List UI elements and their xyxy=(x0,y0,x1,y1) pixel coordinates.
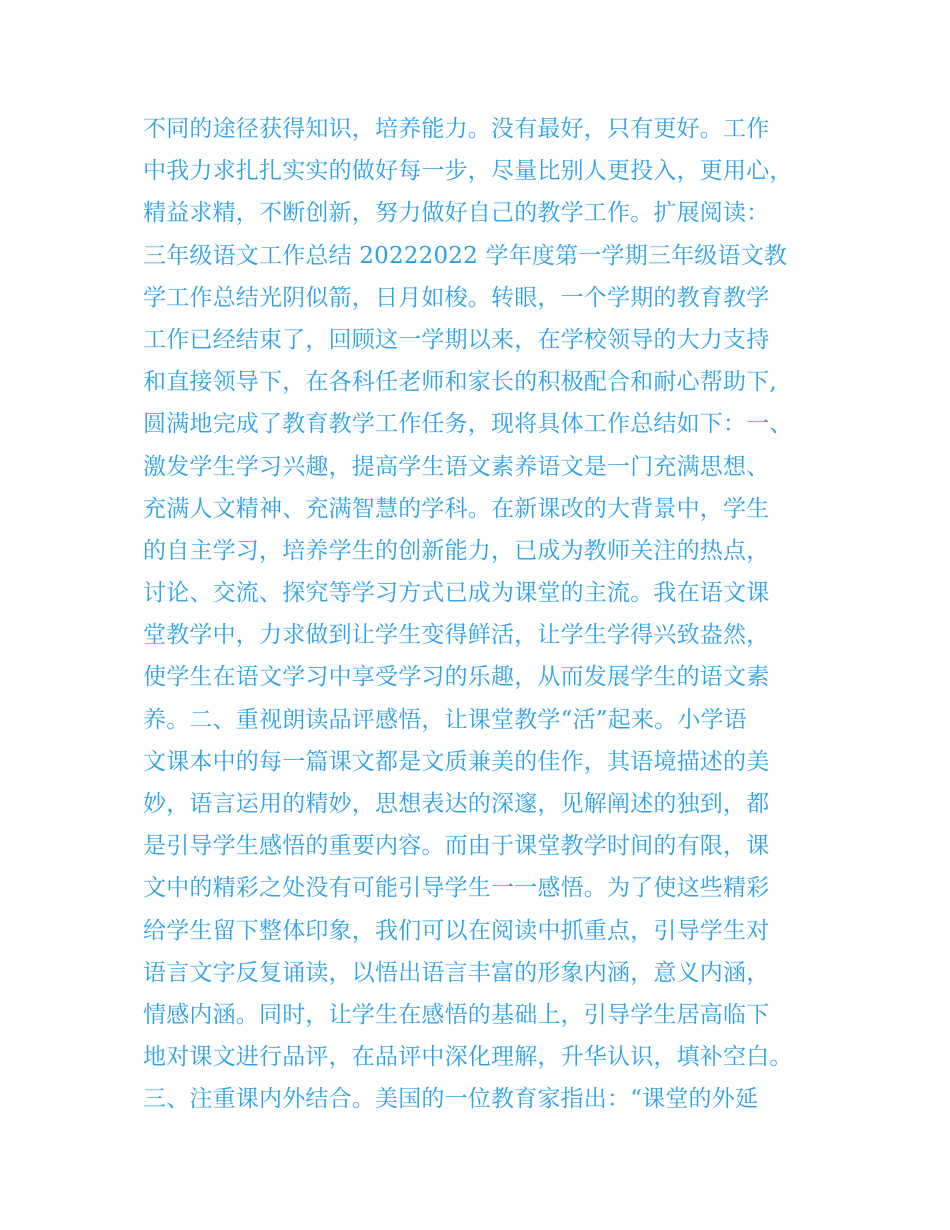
text-line: 堂教学中，力求做到让学生变得鲜活，让学生学得兴致盎然， xyxy=(143,622,770,649)
text-line: 精益求精，不断创新，努力做好自己的教学工作。扩展阅读： xyxy=(143,200,770,227)
text-line: 的自主学习，培养学生的创新能力，已成为教师关注的热点， xyxy=(143,537,770,564)
text-line: 养。二、重视朗读品评感悟，让课堂教学“活”起来。小学语 xyxy=(143,706,747,733)
text-line: 三、注重课内外结合。美国的一位教育家指出：“课堂的外延 xyxy=(143,1086,759,1113)
text-line: 充满人文精神、充满智慧的学科。在新课改的大背景中，学生 xyxy=(143,495,770,522)
text-line: 文课本中的每一篇课文都是文质兼美的佳作，其语境描述的美 xyxy=(143,748,770,775)
text-line: 地对课文进行品评，在品评中深化理解，升华认识，填补空白。 xyxy=(143,1044,793,1071)
text-line: 工作已经结束了，回顾这一学期以来，在学校领导的大力支持 xyxy=(143,326,770,353)
text-line: 使学生在语文学习中享受学习的乐趣，从而发展学生的语文素 xyxy=(143,664,770,691)
text-line: 圆满地完成了教育教学工作任务，现将具体工作总结如下：一、 xyxy=(143,411,793,438)
text-line: 学工作总结光阴似箭，日月如梭。转眼，一个学期的教育教学 xyxy=(143,284,770,311)
text-line: 三年级语文工作总结 20222022 学年度第一学期三年级语文教 xyxy=(143,242,788,269)
text-line: 和直接领导下，在各科任老师和家长的积极配合和耐心帮助下, xyxy=(143,369,777,396)
text-line: 语言文字反复诵读，以悟出语言丰富的形象内涵，意义内涵， xyxy=(143,959,770,986)
text-line: 激发学生学习兴趣，提高学生语文素养语文是一门充满思想、 xyxy=(143,453,770,480)
text-line: 不同的途径获得知识，培养能力。没有最好，只有更好。工作 xyxy=(143,116,770,142)
text-line: 是引导学生感悟的重要内容。而由于课堂教学时间的有限，课 xyxy=(143,833,770,860)
text-line: 文中的精彩之处没有可能引导学生一一感悟。为了使这些精彩 xyxy=(143,875,770,902)
text-line: 讨论、交流、探究等学习方式已成为课堂的主流。我在语文课 xyxy=(143,580,770,607)
text-line: 妙，语言运用的精妙，思想表达的深邃，见解阐述的独到，都 xyxy=(143,791,770,817)
text-line: 给学生留下整体印象，我们可以在阅读中抓重点，引导学生对 xyxy=(143,917,770,944)
document-body xyxy=(143,108,843,1121)
text-line: 中我力求扎扎实实的做好每一步，尽量比别人更投入，更用心， xyxy=(143,158,793,185)
text-line: 情感内涵。同时，让学生在感悟的基础上，引导学生居高临下 xyxy=(143,1001,770,1028)
